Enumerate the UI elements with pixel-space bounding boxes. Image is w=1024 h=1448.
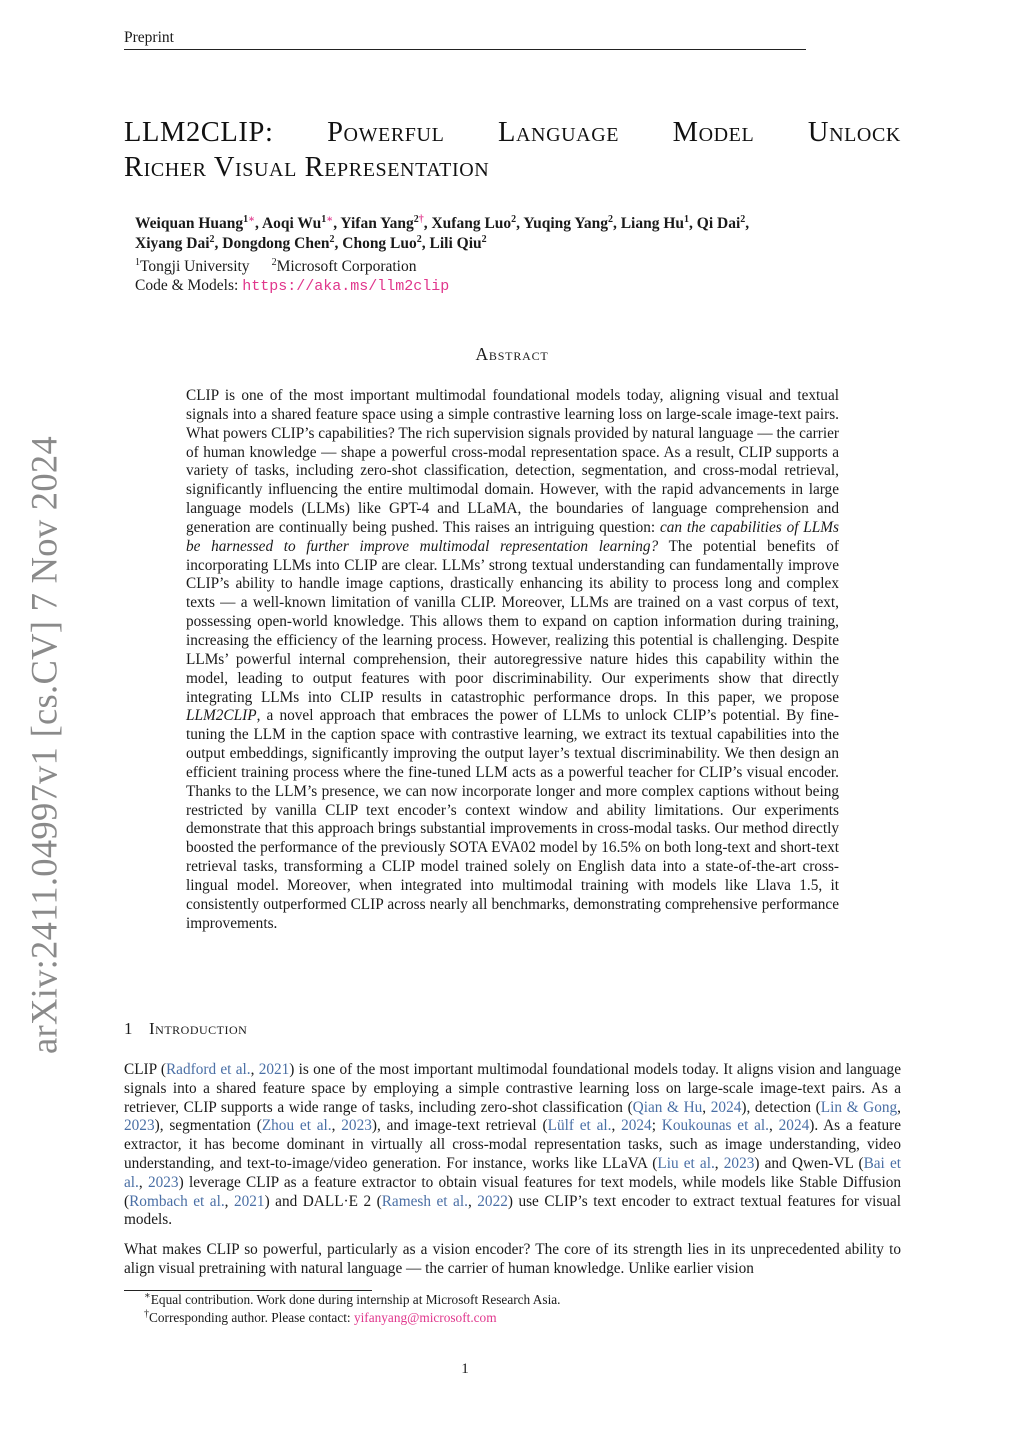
author-affil-sup: 2 <box>416 233 422 245</box>
author-affil-sup: 2 <box>740 213 746 225</box>
abstract-body <box>186 387 839 933</box>
intro-text: , <box>224 1192 234 1210</box>
author-affil-sup: 2 <box>209 233 215 245</box>
author-name: Yuqing Yang <box>523 215 608 232</box>
footnote-mark: † <box>144 1308 149 1320</box>
intro-text: , <box>467 1192 478 1210</box>
title-word: Unlock <box>807 117 901 148</box>
author-name: Weiquan Huang <box>135 215 244 232</box>
author-affil-sup: 1 <box>321 213 327 225</box>
title-word: LLM2CLIP: <box>124 117 274 148</box>
abstract-text: , a novel approach that embraces the power of LLMs to unlock CLIP’s potential. By fine-tuning the LLM in the caption space with contrastive learning, we extract its textual capabilities into the output embeddings, significantly improving the output layer’s textual discriminability. We then design an efficient training process where the fine-tuned LLM acts as a powerful teacher for CLIP’s visual encoder. Thanks to the LLM’s presence, we can now incorporate longer and more complex captions without being restricted by vanilla CLIP text encoder’s context window and ability limitations. Our experiments demonstrate that this approach brings substantial improvements in cross-modal tasks. Our method directly boosted the performance of the previously SOTA EVA02 model by 16.5% on both long-text and short-text retrieval tasks, transforming a CLIP model trained solely on English data into a state-of-the-art cross-lingual model. Moreover, when integrated into multimodal training with models like Llava 1.5, it consistently outperformed CLIP across nearly all benchmarks, demonstrating comprehensive performance improvements. <box>186 707 839 932</box>
author-affil-sup: 1 <box>684 213 690 225</box>
footnote-corresponding-author <box>144 1310 497 1326</box>
citation-link[interactable]: 2021 <box>233 1192 265 1210</box>
intro-text: ), detection ( <box>741 1098 821 1116</box>
citation-link[interactable]: 2023 <box>124 1117 155 1135</box>
paper-title-line-2: Richer Visual Representation <box>124 152 490 183</box>
footnote-text: Corresponding author. Please contact: <box>149 1310 354 1325</box>
affiliation: Tongji University <box>140 258 250 275</box>
intro-text: , <box>138 1173 148 1191</box>
affiliations <box>135 258 416 276</box>
paper-title-line-1 <box>124 117 901 149</box>
citation-link[interactable]: 2022 <box>477 1192 508 1210</box>
section-heading-introduction <box>124 1019 247 1039</box>
code-link[interactable]: https://aka.ms/llm2clip <box>242 278 450 295</box>
author-footnote-mark[interactable]: † <box>418 213 424 225</box>
citation-link[interactable]: Koukounas et al. <box>661 1117 769 1135</box>
intro-text: ; <box>651 1117 662 1135</box>
title-word: Powerful <box>327 117 445 148</box>
author-name: Aoqi Wu <box>261 215 322 232</box>
citation-link[interactable]: Liu et al. <box>657 1154 715 1172</box>
intro-text: , <box>331 1117 342 1135</box>
citation-link[interactable]: 2023 <box>723 1154 755 1172</box>
citation-link[interactable]: Ramesh et al. <box>381 1192 468 1210</box>
citation-link[interactable]: 2024 <box>778 1117 810 1135</box>
code-label: Code & Models: <box>135 277 239 294</box>
footnote-text: Equal contribution. Work done during internship at Microsoft Research Asia. <box>150 1292 561 1307</box>
citation-link[interactable]: Qian & Hu <box>632 1098 703 1116</box>
abstract-heading: Abstract <box>475 344 549 364</box>
contact-email-link[interactable]: yifanyang@microsoft.com <box>353 1310 497 1325</box>
author-affil-sup: 2 <box>329 233 335 245</box>
title-word: Language <box>497 117 620 148</box>
intro-text: ). As a feature extractor, it has become dominant in virtually all cross-modal representation tasks, such as image understanding, video understanding, and text-to-image/video generation. For instance, works like LLaVA ( <box>124 1117 901 1172</box>
title-word: Model <box>672 117 755 148</box>
citation-link[interactable]: Lin & Gong <box>820 1098 898 1116</box>
intro-text: , <box>897 1098 901 1116</box>
intro-text: , <box>702 1098 711 1116</box>
intro-text: CLIP ( <box>124 1061 166 1078</box>
arxiv-identifier[interactable]: arXiv:2411.04997v1 [cs.CV] 7 Nov 2024 <box>23 435 65 1055</box>
abstract-text: The potential benefits of incorporating LLMs into CLIP are clear. LLMs’ strong textual understanding can fundamentally improve CLIP’s ability to handle image captions, drastically enhancing its ability to process long and complex texts — a well-known limitation of vanilla CLIP. Moreover, LLMs are trained on a vast corpus of text, possessing open-world knowledge. This allows them to expand on caption information during training, increasing the efficiency of the learning process. However, realizing this potential is challenging. Despite LLMs’ powerful internal comprehension, their autoregressive nature hides this capability within the model, leading to output features with poor discriminability. Our experiments show that directly integrating LLMs into CLIP results in catastrophic performance drops. In this paper, we propose <box>186 537 839 706</box>
section-title: Introduction <box>149 1019 248 1038</box>
author-name: Liang Hu <box>620 215 685 232</box>
abstract-question: can the capabilities of LLMs be harnessed to further improve multimodal representation learning? <box>186 518 839 555</box>
intro-text: ), segmentation ( <box>154 1117 262 1135</box>
method-name: LLM2CLIP <box>186 707 257 725</box>
intro-text: , <box>611 1117 622 1135</box>
section-number: 1 <box>124 1019 133 1038</box>
citation-link[interactable]: 2023 <box>147 1173 179 1191</box>
author-name: Lili Qiu <box>429 235 482 252</box>
author-name: Dongdong Chen <box>222 235 330 252</box>
footnote-mark: ∗ <box>144 1290 151 1302</box>
author-list: Weiquan Huang$^{1∗}$, Aoqi $Wu^{1∗}$, Yifan Yang$^{2\dagger}$, Xufang Luo$^2$, Yuqing Yang$^2$, Liang Hu$^1$, Qi Dai$^2$, Xiyang Dai$^2$, Dongdong Chen$^2$, Chong Luo$^2$, Lili Qiu$^2$ <box>135 213 750 252</box>
author-affil-sup: 2 <box>607 213 613 225</box>
intro-text: , <box>250 1061 259 1078</box>
intro-text: , <box>714 1154 724 1172</box>
intro-text: ) leverage CLIP as a feature extractor to obtain visual features for text models, while models like Stable Diffusion ( <box>124 1173 901 1210</box>
citation-link[interactable]: 2024 <box>621 1117 652 1135</box>
affiliation: Microsoft Corporation <box>276 258 417 275</box>
intro-paragraph-1 <box>124 1061 901 1230</box>
intro-text: ) is one of the most important multimodal foundational models today. It aligns vision and language signals into a shared feature space by employing a simple contrastive learning loss on large-scale image-text pairs. As a retriever, CLIP supports a wide range of tasks, including zero-shot classification ( <box>124 1061 901 1116</box>
header-divider <box>124 49 806 50</box>
page-number: 1 <box>461 1361 469 1377</box>
citation-link[interactable]: 2021 <box>258 1061 290 1078</box>
running-header: Preprint <box>124 29 174 46</box>
author-name: Chong Luo <box>342 235 417 252</box>
footnote-equal-contribution <box>144 1292 561 1308</box>
affil-sup: 2 <box>271 256 277 268</box>
intro-text: ) and DALL·E 2 ( <box>264 1192 382 1210</box>
author-footnote-mark[interactable]: ∗ <box>326 213 334 225</box>
code-models-line <box>135 277 449 295</box>
footnote-divider <box>124 1290 372 1291</box>
author-name: Yifan Yang <box>340 215 414 232</box>
author-name: Xiyang Dai <box>135 235 210 252</box>
author-affil-sup: 2 <box>481 233 487 245</box>
author-name: Qi Dai <box>696 215 741 232</box>
citation-link[interactable]: 2024 <box>710 1098 742 1116</box>
author-affil-sup: 2 <box>413 213 419 225</box>
intro-text: ), and image-text retrieval ( <box>371 1117 548 1135</box>
citation-link[interactable]: Rombach et al. <box>129 1192 225 1210</box>
author-affil-sup: 1 <box>243 213 249 225</box>
author-affil-sup: 2 <box>511 213 517 225</box>
affil-sup: 1 <box>135 256 140 268</box>
author-footnote-mark[interactable]: ∗ <box>248 213 256 225</box>
citation-link[interactable]: 2023 <box>341 1117 372 1135</box>
abstract-text: CLIP is one of the most important multimodal foundational models today, aligning visual and textual signals into a shared feature space using a simple contrastive learning loss on large-scale image-text pairs. What powers CLIP’s capabilities? The rich supervision signals provided by natural language — the carrier of human knowledge — shape a powerful cross-modal representation space. As a result, CLIP supports a variety of tasks, including zero-shot classification, detection, segmentation, and cross-modal retrieval, significantly influencing the entire multimodal domain. However, with the rapid advancements in large language models (LLMs) like GPT-4 and LLaMA, the boundaries of language comprehension and generation are continually being pushed. This raises an intriguing question: <box>186 387 839 536</box>
citation-link[interactable]: Radford et al. <box>165 1061 251 1078</box>
intro-text: , <box>769 1117 779 1135</box>
author-name: Xufang Luo <box>431 215 512 232</box>
intro-text: ) and Qwen-VL ( <box>754 1154 864 1172</box>
intro-text: ) use CLIP’s text encoder to extract textual features for visual models. <box>124 1192 901 1229</box>
citation-link[interactable]: Zhou et al. <box>261 1117 332 1135</box>
intro-paragraph-2: What makes CLIP so powerful, particularly as a vision encoder? The core of its strength lies in its unprecedented ability to align visual pretraining with natural language — the carrier of human knowledge. Unlike earlier vision <box>124 1241 901 1277</box>
citation-link[interactable]: Bai et al. <box>124 1154 901 1191</box>
citation-link[interactable]: Lülf et al. <box>547 1117 612 1135</box>
